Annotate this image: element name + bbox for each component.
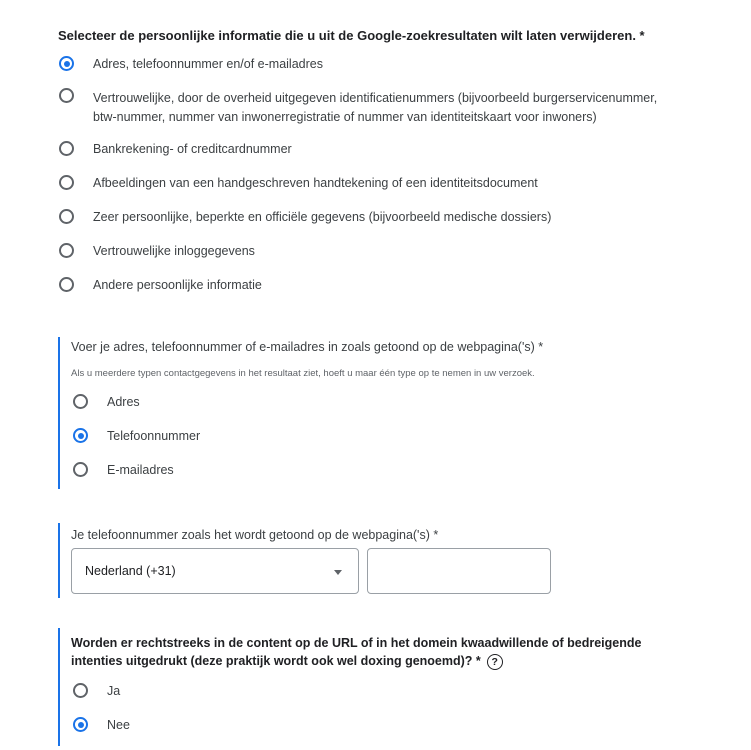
- q4-section-bar: [58, 628, 60, 746]
- q2-option-phone-label: Telefoonnummer: [107, 429, 201, 443]
- q4-option-no-label: Nee: [107, 718, 130, 732]
- q1-title: Selecteer de persoonlijke informatie die u uit de Google-zoekresultaten wilt laten verwijderen. *: [58, 28, 645, 43]
- q1-option-signature-id-document-label: Afbeeldingen van een handgeschreven handtekening of een identiteitsdocument: [93, 176, 538, 190]
- q1-radio-other-personal-info[interactable]: [59, 277, 74, 292]
- q1-option-medical-records-label: Zeer persoonlijke, beperkte en officiële gegevens (bijvoorbeeld medische dossiers): [93, 210, 552, 224]
- q1-option-login-credentials-label: Vertrouwelijke inloggegevens: [93, 244, 255, 258]
- q2-title: Voer je adres, telefoonnummer of e-mailadres in zoals getoond op de webpagina('s) *: [71, 340, 544, 354]
- q2-option-address-label: Adres: [107, 395, 140, 409]
- q2-radio-email[interactable]: [73, 462, 88, 477]
- q2-hint: Als u meerdere typen contactgegevens in het resultaat ziet, hoeft u maar één type op te nemen in uw verzoek.: [71, 368, 535, 379]
- country-code-value: Nederland (+31): [85, 564, 176, 578]
- q3-section-bar: [58, 523, 60, 598]
- q1-option-government-ids-label: [93, 89, 657, 127]
- q4-title-line2: [71, 652, 641, 670]
- dropdown-caret-icon: [334, 570, 342, 575]
- q4-title: [71, 634, 641, 670]
- q1-radio-signature-id-document[interactable]: [59, 175, 74, 190]
- q4-title-line2-text: intenties uitgedrukt (deze praktijk wordt ook wel doxing genoemd)? *: [71, 654, 481, 668]
- q1-option-address-phone-email-label: Adres, telefoonnummer en/of e-mailadres: [93, 57, 323, 71]
- q4-option-yes-label: Ja: [107, 684, 121, 698]
- q2-radio-address[interactable]: [73, 394, 88, 409]
- q4-title-line1: Worden er rechtstreeks in de content op de URL of in het domein kwaadwillende of bedreigende: [71, 636, 642, 650]
- q1-radio-bank-creditcard[interactable]: [59, 141, 74, 156]
- q1-option-bank-creditcard-label: Bankrekening- of creditcardnummer: [93, 142, 292, 156]
- q1-radio-address-phone-email[interactable]: [59, 56, 74, 71]
- country-code-select[interactable]: [71, 548, 359, 594]
- q1-option-other-personal-info-label: Andere persoonlijke informatie: [93, 278, 262, 292]
- q4-radio-no[interactable]: [73, 717, 88, 732]
- q2-section-bar: [58, 337, 60, 489]
- q3-title: Je telefoonnummer zoals het wordt getoond op de webpagina('s) *: [71, 528, 439, 542]
- q1-radio-medical-records[interactable]: [59, 209, 74, 224]
- q1-option-government-ids-line1: Vertrouwelijke, door de overheid uitgegeven identificatienummers (bijvoorbeeld burgerservicenummer,: [93, 91, 658, 105]
- q1-option-government-ids-line2: btw-nummer, nummer van inwonerregistratie of nummer van identiteitskaart voor inwoners): [93, 110, 597, 124]
- q1-radio-government-ids[interactable]: [59, 88, 74, 103]
- q1-radio-login-credentials[interactable]: [59, 243, 74, 258]
- q4-radio-yes[interactable]: [73, 683, 88, 698]
- help-icon[interactable]: ?: [487, 654, 503, 670]
- q2-option-email-label: E-mailadres: [107, 463, 174, 477]
- q2-radio-phone[interactable]: [73, 428, 88, 443]
- phone-number-input[interactable]: [367, 548, 551, 594]
